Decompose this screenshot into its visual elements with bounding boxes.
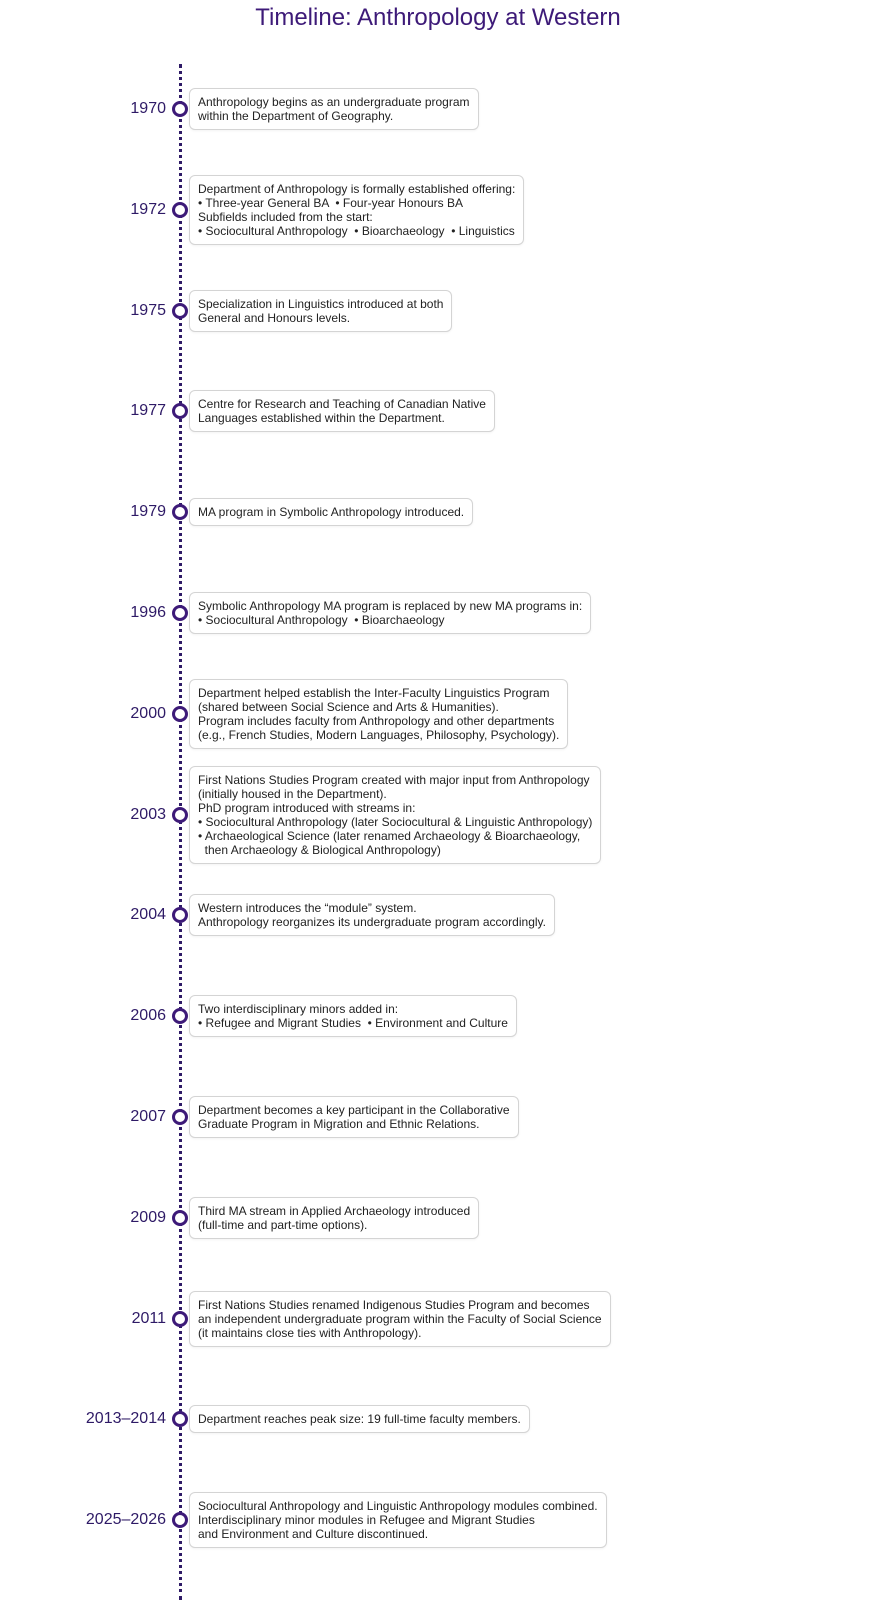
timeline-node-icon (172, 403, 188, 419)
event-card (189, 1405, 530, 1433)
timeline-node-icon (172, 605, 188, 621)
event-description-line: First Nations Studies Program created with major input from Anthropology (198, 773, 590, 787)
event-description-line: Two interdisciplinary minors added in: (198, 1002, 399, 1016)
event-card (189, 1291, 611, 1347)
page-title: Timeline: Anthropology at Western (255, 4, 621, 31)
timeline-node-icon (172, 202, 188, 218)
event-card (189, 175, 524, 245)
timeline-node-icon (172, 101, 188, 117)
event-description-line: • Three-year General BA • Four-year Honours BA (198, 196, 463, 210)
event-description-line: • Refugee and Migrant Studies • Environment and Culture (198, 1016, 508, 1030)
timeline-node-icon (172, 807, 188, 823)
event-card (189, 995, 517, 1037)
event-description-line: (it maintains close ties with Anthropology). (198, 1326, 422, 1340)
event-description-line: MA program in Symbolic Anthropology introduced. (198, 505, 465, 519)
event-description-line: Department becomes a key participant in the Collaborative (198, 1103, 510, 1117)
timeline-spine (179, 64, 182, 1600)
event-card (189, 1492, 607, 1548)
event-description-line: PhD program introduced with streams in: (198, 801, 416, 815)
timeline-node-icon (172, 1210, 188, 1226)
event-card (189, 498, 473, 526)
event-description-line: Languages established within the Department. (198, 411, 445, 425)
event-description-line: an independent undergraduate program within the Faculty of Social Science (198, 1312, 602, 1326)
event-year: 1979 (130, 503, 166, 520)
event-description-line: Subfields included from the start: (198, 210, 373, 224)
event-year: 1977 (130, 402, 166, 419)
timeline-node-icon (172, 504, 188, 520)
event-card (189, 592, 591, 634)
event-description-line: then Archaeology & Biological Anthropology) (198, 843, 441, 857)
event-description-line: Department of Anthropology is formally established offering: (198, 182, 516, 196)
event-description-line: Department helped establish the Inter-Faculty Linguistics Program (198, 686, 550, 700)
event-description-line: and Environment and Culture discontinued. (198, 1527, 429, 1541)
event-description-line: Program includes faculty from Anthropology and other departments (198, 714, 555, 728)
event-description-line: • Sociocultural Anthropology • Bioarchaeology (198, 613, 445, 627)
event-description-line: Anthropology reorganizes its undergraduate program accordingly. (198, 915, 546, 929)
event-description-line: (initially housed in the Department). (198, 787, 387, 801)
event-description-line: • Archaeological Science (later renamed Archaeology & Bioarchaeology, (198, 829, 581, 843)
event-card (189, 1197, 479, 1239)
event-year: 2003 (130, 806, 166, 823)
event-year: 2025–2026 (85, 1511, 166, 1528)
timeline-node-icon (172, 1008, 188, 1024)
event-card (189, 679, 568, 749)
event-description-line: Third MA stream in Applied Archaeology introduced (198, 1204, 471, 1218)
event-year: 2004 (130, 906, 166, 923)
timeline-node-icon (172, 1109, 188, 1125)
event-card (189, 390, 495, 432)
event-description-line: Specialization in Linguistics introduced at both (198, 297, 444, 311)
timeline-node-icon (172, 907, 188, 923)
event-year: 1996 (130, 604, 166, 621)
timeline-node-icon (172, 1512, 188, 1528)
event-description-line: Graduate Program in Migration and Ethnic Relations. (198, 1117, 480, 1131)
timeline-node-icon (172, 1311, 188, 1327)
timeline-node-icon (172, 303, 188, 319)
event-year: 1972 (130, 201, 166, 218)
event-card (189, 766, 601, 864)
event-description-line: Interdisciplinary minor modules in Refugee and Migrant Studies (198, 1513, 535, 1527)
event-card (189, 1096, 519, 1138)
event-year: 2006 (130, 1007, 166, 1024)
timeline-node-icon (172, 1411, 188, 1427)
event-description-line: • Sociocultural Anthropology (later Sociocultural & Linguistic Anthropology) (198, 815, 593, 829)
event-card (189, 290, 452, 332)
event-description-line: Anthropology begins as an undergraduate program (198, 95, 470, 109)
event-year: 1970 (130, 100, 166, 117)
timeline-node-icon (172, 706, 188, 722)
event-description-line: (shared between Social Science and Arts & Humanities). (198, 700, 499, 714)
event-description-line: Centre for Research and Teaching of Canadian Native (198, 397, 486, 411)
event-description-line: General and Honours levels. (198, 311, 351, 325)
event-year: 2011 (131, 1310, 166, 1327)
event-year: 1975 (130, 302, 166, 319)
event-year: 2007 (130, 1108, 166, 1125)
event-description-line: Sociocultural Anthropology and Linguistic Anthropology modules combined. (198, 1499, 598, 1513)
event-year: 2000 (130, 705, 166, 722)
event-description-line: • Sociocultural Anthropology • Bioarchaeology • Linguistics (198, 224, 515, 238)
event-description-line: Symbolic Anthropology MA program is replaced by new MA programs in: (198, 599, 583, 613)
event-description-line: Western introduces the “module” system. (198, 901, 417, 915)
event-description-line: Department reaches peak size: 19 full-time faculty members. (198, 1412, 521, 1426)
event-description-line: within the Department of Geography. (198, 109, 394, 123)
event-card (189, 894, 555, 936)
event-card (189, 88, 479, 130)
event-description-line: (full-time and part-time options). (198, 1218, 368, 1232)
event-year: 2013–2014 (85, 1410, 166, 1427)
event-description-line: First Nations Studies renamed Indigenous Studies Program and becomes (198, 1298, 590, 1312)
event-description-line: (e.g., French Studies, Modern Languages, Philosophy, Psychology). (198, 728, 560, 742)
event-year: 2009 (130, 1209, 166, 1226)
